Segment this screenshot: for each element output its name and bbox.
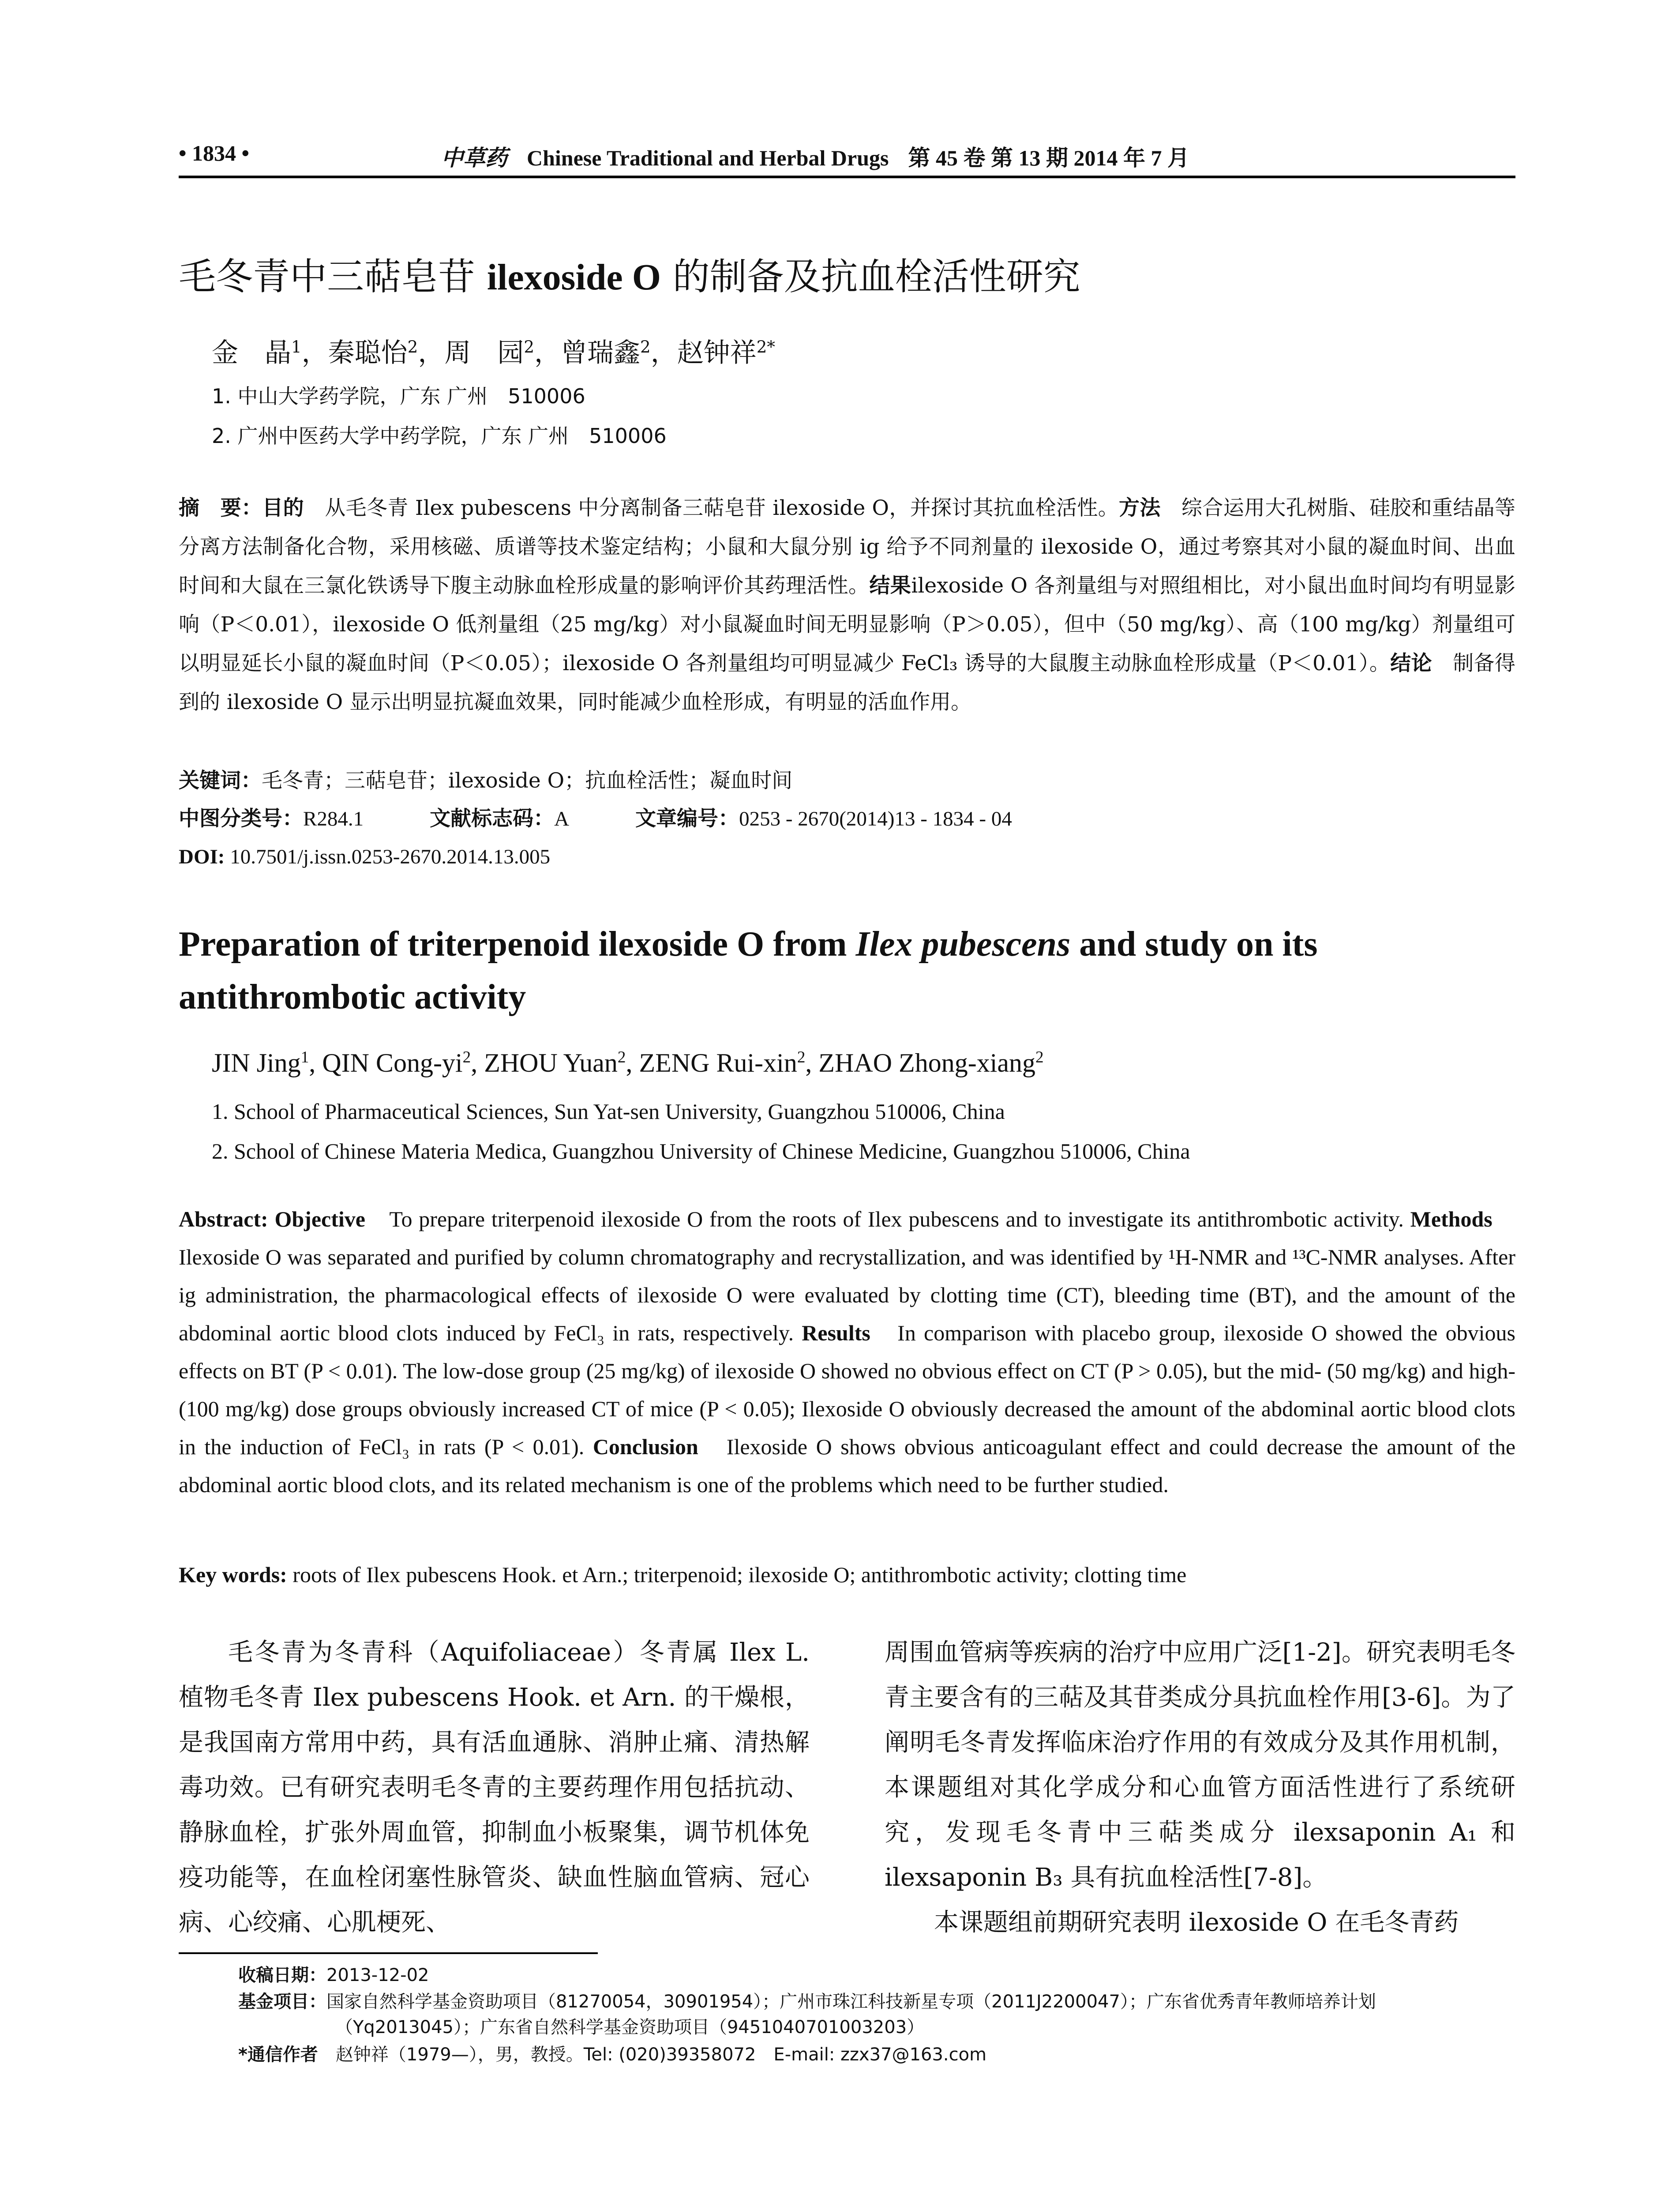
title-cn-compound: ilexoside O [487, 257, 661, 298]
doi-label: DOI: [179, 845, 225, 868]
clc-number: 中图分类号：R284.1 [179, 807, 364, 831]
journal-name-cn: 中草药 [441, 145, 507, 171]
abstract-cn-results: ilexoside O 各剂量组与对照组相比，对小鼠出血时间均有明显影响（P＜0.01），ilexoside O 低剂量组（25 mg/kg）对小鼠凝血时间无明显影响（P＞0.05），但中（50 mg/kg）、高（100 mg/kg）剂量组可以明显延长小鼠的凝血时间（P＜0.05）；ilexoside O 各剂量组均可明显减少 FeCl₃ 诱导的大鼠腹主动脉血栓形成量（P＜0.01）。 [179, 574, 1515, 675]
affiliation-en-2: 2. School of Chinese Materia Medica, Guangzhou University of Chinese Medicine, Guangzhou 510006, China [212, 1139, 1190, 1163]
title-en-post: and study on its antithrombotic activity [179, 925, 1318, 1017]
title-cn-post: 的制备及抗血栓活性研究 [661, 255, 1080, 298]
author-cn: 曾瑞鑫$^2$ [561, 337, 651, 368]
journal-name-en: Chinese Traditional and Herbal Drugs [527, 146, 889, 170]
footnote-fund [238, 1989, 1518, 2040]
keywords-en [179, 1555, 1515, 1594]
fund-label: 基金项目： [238, 1992, 326, 2012]
abstract-en-conclusion: Ilexoside O shows obvious anticoagulant effect and could decrease the amount of the abdominal aortic blood clots, and its related mechanism is one of the problems which need to be further studied. [179, 1434, 1516, 1497]
author-cn: 赵钟祥$^{2*}$ [677, 337, 775, 368]
footnote-corresponding [238, 2042, 1518, 2067]
abstract-cn [179, 489, 1515, 722]
body-paragraph: 毛冬青为冬青科（Aquifoliaceae）冬青属 Ilex L. 植物毛冬青 Ilex pubescens Hook. et Arn. 的干燥根，是我国南方常用中药，具有活血通脉、消肿止痛、清热解毒功效。已有研究表明毛冬青的主要药理作用包括抗动、静脉血栓，扩张外周血管，抑制血小板聚集，调节机体免疫功能等，在血栓闭塞性脉管炎、缺血性脑血管病、冠心病、心绞痛、心肌梗死、 [179, 1638, 810, 1937]
received-label: 收稿日期： [238, 1965, 326, 1985]
keywords-en-text: roots of Ilex pubescens Hook. et Arn.; triterpenoid; ilexoside O; antithrombotic activity; clotting time [287, 1562, 1187, 1587]
abstract-cn-label: 摘 要： [179, 496, 262, 520]
abstract-cn-conclusion-label: 结论 [1390, 651, 1432, 675]
author-en: ZHOU Yuan$^2$ [484, 1048, 626, 1077]
author-cn: 金 晶$^1$ [212, 337, 302, 368]
author-en: JIN Jing$^1$ [212, 1048, 309, 1077]
affiliation-cn-2: 2. 广州中医药大学中药学院，广东 广州 510006 [212, 424, 667, 448]
abstract-en-conclusion-label: Conclusion [592, 1434, 698, 1459]
abstract-cn-methods-label: 方法 [1119, 496, 1161, 520]
title-cn [179, 247, 1080, 300]
corresponding-label: *通信作者 [238, 2045, 318, 2065]
fund-text: 国家自然科学基金资助项目（81270054，30901954）；广州市珠江科技新星专项（2011J2200047）；广东省优秀青年教师培养计划 [326, 1992, 1376, 2012]
abstract-cn-methods: 综合运用大孔树脂、硅胶和重结晶等分离方法制备化合物，采用核磁、质谱等技术鉴定结构；小鼠和大鼠分别 ig 给予不同剂量的 ilexoside O，通过考察其对小鼠的凝血时间、出血时间和大鼠在三氯化铁诱导下腹主动脉血栓形成量的影响评价其药理活性。 [179, 496, 1516, 598]
author-en: ZHAO Zhong-xiang$^2$ [818, 1048, 1044, 1077]
journal-header [441, 140, 1189, 172]
authors-cn: 金 晶$^1$，秦聪怡$^2$，周 园$^2$，曾瑞鑫$^2$，赵钟祥$^{2*}$ [212, 337, 775, 368]
title-en-species: Ilex pubescens [855, 925, 1071, 964]
fund-text-continued: （Yq2013045）；广东省自然科学基金资助项目（9451040701003203） [335, 2017, 925, 2037]
title-en-pre: Preparation of triterpenoid ilexoside O from [179, 925, 856, 964]
authors-en: JIN Jing$^1$, QIN Cong-$yi^2$, ZHOU Yuan$^2$, ZENG Rui-xin$^2$, ZHAO Zhong-xiang$^2$ [212, 1048, 1044, 1077]
doi-value: 10.7501/j.issn.0253-2670.2014.13.005 [225, 845, 551, 868]
corresponding-text: 赵钟祥（1979—），男，教授。Tel: (020)39358072 E-mail: zzx37@163.com [318, 2045, 987, 2065]
affiliation-en-1: 1. School of Pharmaceutical Sciences, Sun Yat-sen University, Guangzhou 510006, China [212, 1099, 1005, 1124]
title-en [179, 918, 1515, 1024]
author-cn: 秦聪怡$^2$ [328, 337, 418, 368]
footnote-received [238, 1962, 1518, 1988]
keywords-cn-label: 关键词： [179, 769, 262, 793]
keywords-cn [179, 762, 1515, 800]
keywords-cn-text: 毛冬青；三萜皂苷；ilexoside O；抗血栓活性；凝血时间 [262, 769, 793, 793]
body-column-left [179, 1630, 810, 1945]
abstract-en-objective-label: Objective [274, 1207, 365, 1231]
received-date: 2013-12-02 [326, 1965, 429, 1985]
abstract-en-objective: To prepare triterpenoid ilexoside O from the roots of Ilex pubescens and to investigate its antithrombotic activity. [365, 1207, 1404, 1231]
affiliation-cn-1: 1. 中山大学药学院，广东 广州 510006 [212, 384, 585, 408]
abstract-en-results-label: Results [802, 1321, 870, 1345]
abstract-en-results: In comparison with placebo group, ilexoside O showed the obvious effects on BT (P < 0.01). The low-dose group (25 mg/kg) of ilexoside O showed no obvious effect on CT (P > 0.05), but the mid- (50 mg/kg) and high- (100 mg/kg) dose groups obviously increased CT of mice (P < 0.05); Ilexoside O obviously decreased the amount of the abdominal aortic blood clots in the induction of FeCl₃ in rats (P < 0.01). [179, 1321, 1515, 1459]
title-cn-pre: 毛冬青中三萜皂苷 [179, 255, 487, 298]
author-en: ZENG Rui-xin$^2$ [639, 1048, 806, 1077]
page-number: • 1834 • [179, 141, 250, 165]
body-paragraph: 周围血管病等疾病的治疗中应用广泛[1-2]。研究表明毛冬青主要含有的三萜及其苷类成分具抗血栓作用[3-6]。为了阐明毛冬青发挥临床治疗作用的有效成分及其作用机制，本课题组对其化学成分和心血管方面活性进行了系统研究，发现毛冬青中三萜类成分 ilexsaponin A₁ 和 ilexsaponin B₃ 具有抗血栓活性[7-8]。 [885, 1638, 1515, 1892]
abstract-en-label: Abstract: [179, 1207, 268, 1231]
abstract-cn-objective-label: 目的 [262, 496, 304, 520]
abstract-en [179, 1200, 1515, 1504]
abstract-cn-conclusion: 制备得到的 ilexoside O 显示出明显抗凝血效果，同时能减少血栓形成，有明显的活血作用。 [179, 651, 1516, 714]
document-code: 文献标志码：A [430, 807, 570, 831]
author-en: QIN Cong-$yi^2$ [322, 1048, 471, 1077]
abstract-en-methods-label: Methods [1410, 1207, 1492, 1231]
abstract-cn-results-label: 结果 [869, 574, 911, 598]
keywords-en-label: Key words: [179, 1562, 287, 1587]
header-rule [179, 176, 1515, 178]
issue-info: 第 45 卷 第 13 期 2014 年 7 月 [908, 146, 1189, 170]
abstract-cn-objective: 从毛冬青 Ilex pubescens 中分离制备三萜皂苷 ilexoside O，并探讨其抗血栓活性。 [304, 496, 1119, 520]
classification-line [179, 799, 1515, 838]
body-column-right [885, 1630, 1515, 1945]
body-paragraph: 本课题组前期研究表明 ilexoside O 在毛冬青药 [934, 1908, 1459, 1937]
article-number: 文章编号：0253 - 2670(2014)13 - 1834 - 04 [635, 807, 1012, 831]
doi-line [179, 837, 1515, 876]
abstract-en-methods: Ilexoside O was separated and purified by column chromatography and recrystallization, and was identified by ¹H-NMR and ¹³C-NMR analyses. After ig administration, the pharmacological effects of ilexoside O were evaluated by clotting time (CT), bleeding time (BT), and the amount of the abdominal aortic blood clots induced by FeCl₃ in rats, respectively. [179, 1207, 1515, 1345]
footnote-rule [179, 1952, 598, 1954]
author-cn: 周 园$^2$ [444, 337, 535, 368]
